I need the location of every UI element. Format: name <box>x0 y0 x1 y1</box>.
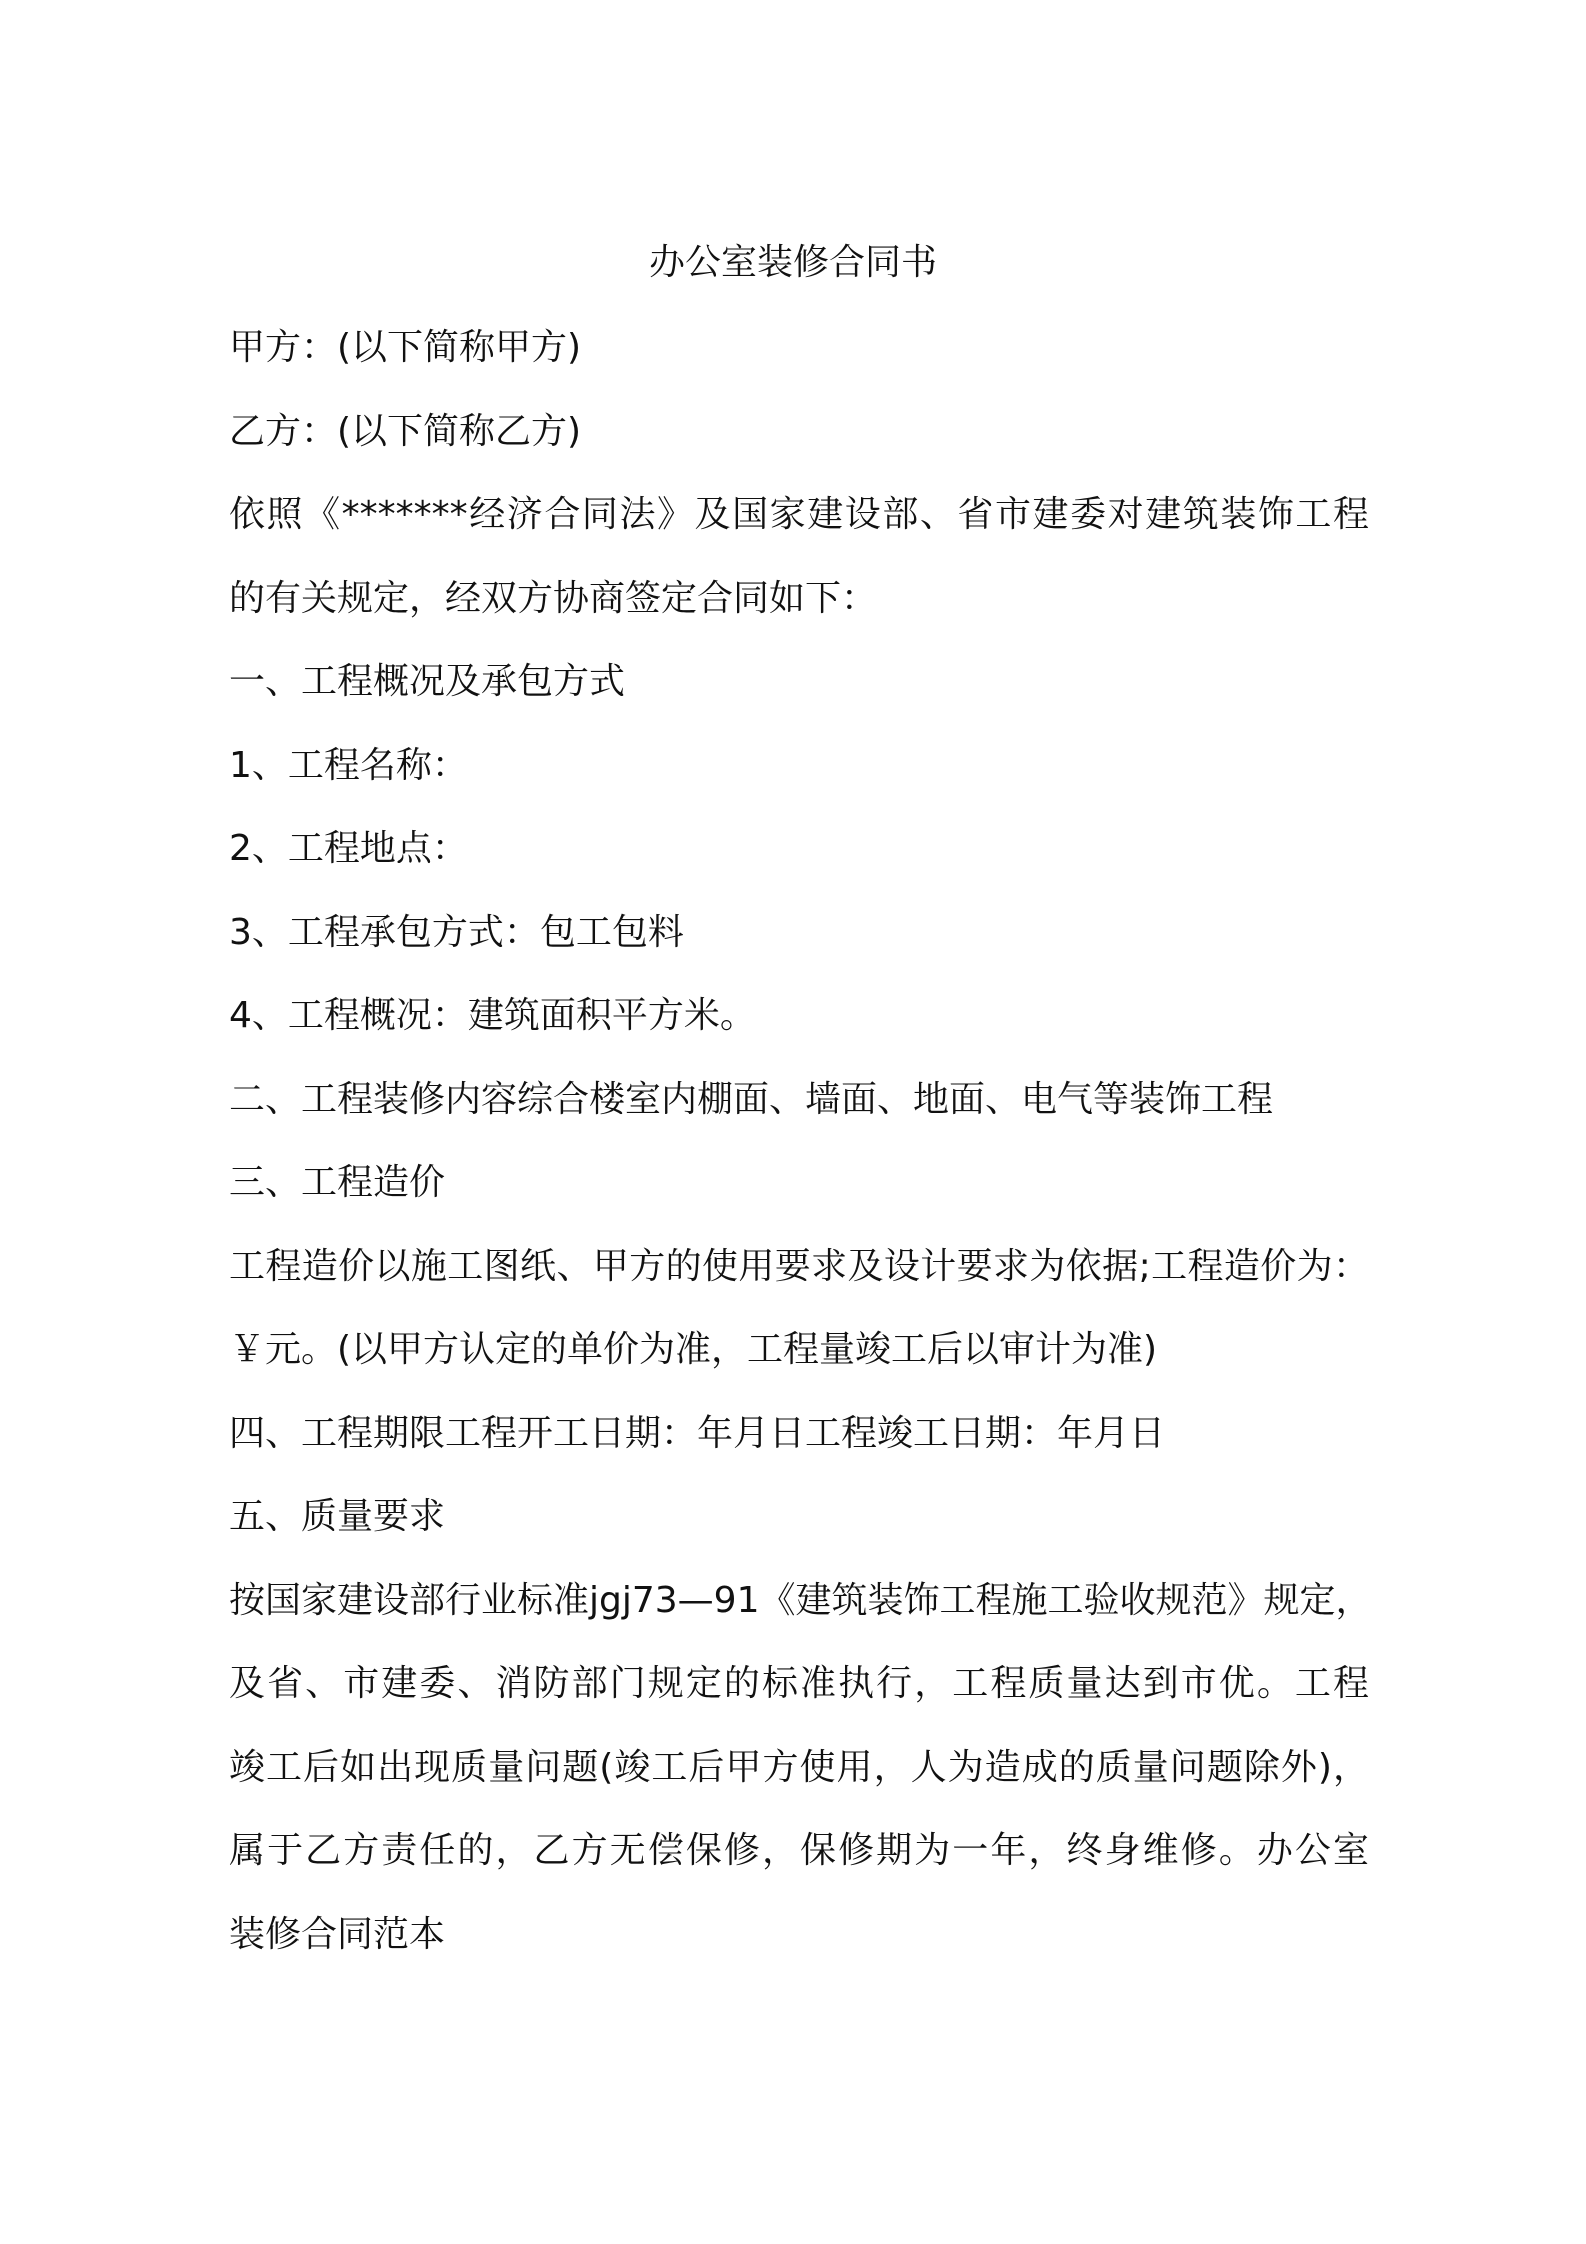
document-body <box>229 318 1372 1988</box>
contract-method-line: 3、工程承包方式：包工包料 <box>229 911 684 953</box>
project-name-line: 1、工程名称： <box>229 744 468 786</box>
party-b-line: 乙方：(以下简称乙方) <box>229 410 582 452</box>
section-4-line: 四、工程期限工程开工日期：年月日工程竣工日期：年月日 <box>229 1412 1166 1454</box>
preamble-line-2: 的有关规定，经双方协商签定合同如下： <box>229 577 878 619</box>
cost-paragraph-line-2: ￥元。(以甲方认定的单价为准，工程量竣工后以审计为准) <box>229 1329 1158 1370</box>
section-2-line: 二、工程装修内容综合楼室内棚面、墙面、地面、电气等装饰工程 <box>229 1078 1274 1120</box>
document-title: 办公室装修合同书 <box>648 242 937 283</box>
party-a-line: 甲方：(以下简称甲方) <box>229 327 582 368</box>
project-location-line: 2、工程地点： <box>229 828 468 869</box>
quality-paragraph-line-1: 按国家建设部行业标准jgj73—91《建筑装饰工程施工验收规范》规定， <box>229 1579 1372 1621</box>
project-overview-line: 4、工程概况：建筑面积平方米。 <box>229 995 756 1036</box>
section-5-heading: 五、质量要求 <box>229 1496 446 1537</box>
preamble-line-1: 依照《*******经济合同法》及国家建设部、省市建委对建筑装饰工程 <box>229 494 1369 535</box>
section-1-heading: 一、工程概况及承包方式 <box>229 661 626 702</box>
quality-paragraph-line-2: 及省、市建委、消防部门规定的标准执行，工程质量达到市优。工程 <box>229 1663 1369 1704</box>
cost-paragraph-line-1: 工程造价以施工图纸、甲方的使用要求及设计要求为依据;工程造价为： <box>229 1245 1369 1287</box>
quality-paragraph-line-5: 装修合同范本 <box>229 1913 446 1955</box>
quality-paragraph-line-4: 属于乙方责任的，乙方无偿保修，保修期为一年，终身维修。办公室 <box>229 1830 1369 1871</box>
section-3-heading: 三、工程造价 <box>229 1162 446 1203</box>
quality-paragraph-line-3: 竣工后如出现质量问题(竣工后甲方使用，人为造成的质量问题除外)， <box>229 1746 1369 1788</box>
